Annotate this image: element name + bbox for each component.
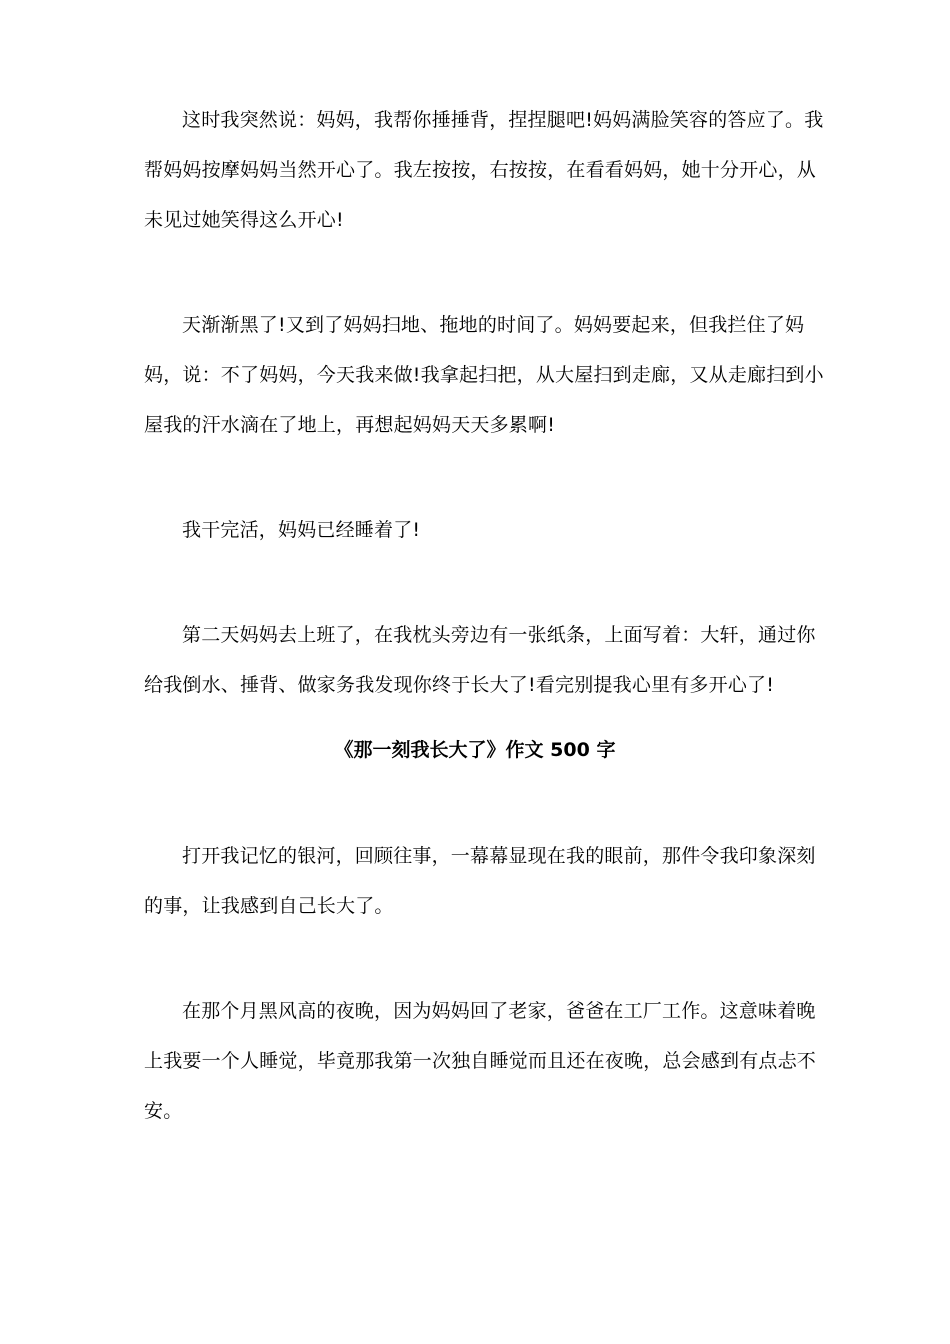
essay-title: 《那一刻我长大了》作文 500 字	[334, 739, 616, 761]
paragraph-massage: 这时我突然说：妈妈，我帮你捶捶背，捏捏腿吧!妈妈满脸笑容的答应了。我帮妈妈按摩妈妈当然开心了。我左按按，右按按，在看看妈妈，她十分开心，从未见过她笑得这么开心!	[144, 109, 824, 231]
paragraph-sweeping: 天渐渐黑了!又到了妈妈扫地、拖地的时间了。妈妈要起来，但我拦住了妈妈，说：不了妈妈，今天我来做!我拿起扫把，从大屋扫到走廊，又从走廊扫到小屋我的汗水滴在了地上，再想起妈妈天天多累啊!	[144, 314, 824, 436]
paragraph-mother-asleep: 我干完活，妈妈已经睡着了!	[182, 519, 421, 541]
paragraph-memory: 打开我记忆的银河，回顾往事，一幕幕显现在我的眼前，那件令我印象深刻的事，让我感到自己长大了。	[144, 845, 816, 917]
paragraph-note: 第二天妈妈去上班了，在我枕头旁边有一张纸条，上面写着：大轩，通过你给我倒水、捶背、做家务我发现你终于长大了!看完别提我心里有多开心了!	[144, 624, 816, 696]
paragraph-night: 在那个月黑风高的夜晚，因为妈妈回了老家，爸爸在工厂工作。这意味着晚上我要一个人睡觉，毕竟那我第一次独自睡觉而且还在夜晚，总会感到有点忐不安。	[144, 1000, 817, 1122]
